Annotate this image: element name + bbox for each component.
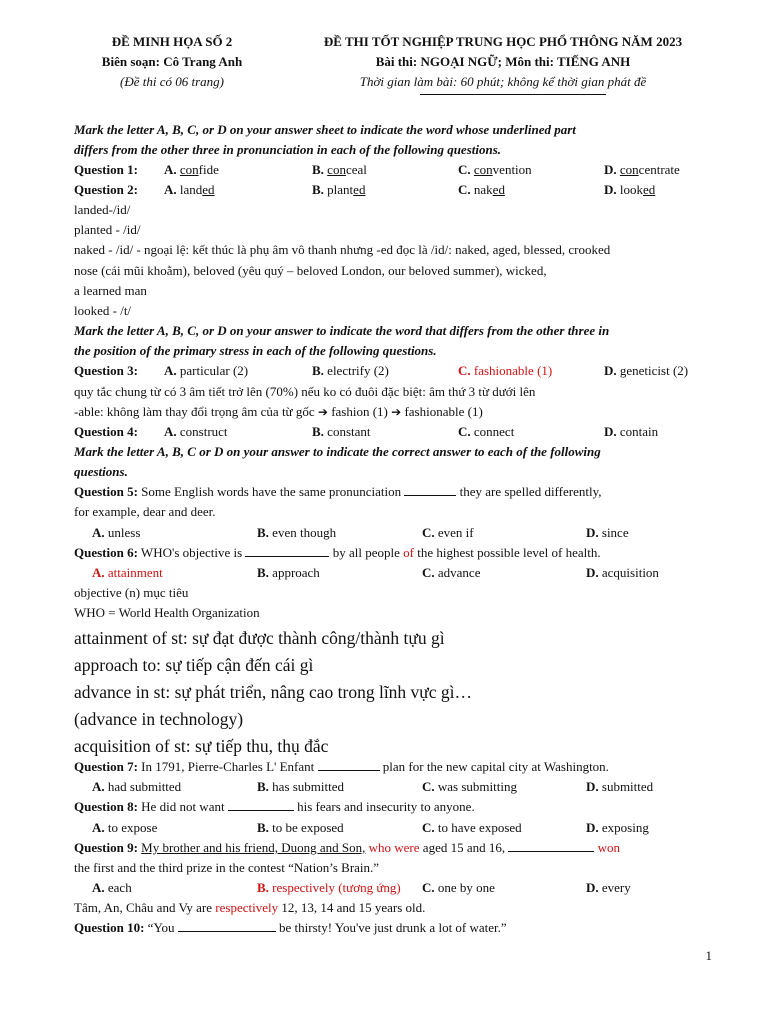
- option-c: C. to have exposed: [422, 820, 522, 835]
- option-a: A. unless: [92, 525, 141, 540]
- option-a: A. confide: [164, 162, 219, 177]
- question-label: Question 4:: [74, 424, 138, 439]
- author: Biên soạn: Cô Trang Anh: [101, 54, 243, 69]
- question-stem: the first and the third prize in the contest “Nation’s Brain.”: [74, 860, 380, 875]
- question-label: Question 3:: [74, 363, 138, 378]
- question-stem: Question 6: WHO's objective is by all people of the highest possible level of health.: [74, 545, 601, 560]
- option-d: D. concentrate: [604, 162, 680, 177]
- note-line: a learned man: [74, 283, 147, 298]
- question-stem: Question 7: In 1791, Pierre-Charles L' Enfant plan for the new capital city at Washington.: [74, 759, 609, 774]
- exam-subject: Bài thi: NGOẠI NGỮ; Môn thi: TIẾNG ANH: [375, 54, 631, 69]
- arrow-right-icon: ➔: [391, 405, 402, 419]
- question-label: Question 2:: [74, 182, 138, 197]
- option-b: B. planted: [312, 182, 366, 197]
- option-c: C. naked: [458, 182, 505, 197]
- option-a: A. to expose: [92, 820, 158, 835]
- option-b: B. approach: [257, 565, 320, 580]
- note-line: naked - /id/ - ngoại lệ: kết thúc là phụ âm vô thanh nhưng -ed đọc là /id/: naked, aged, blessed, crooked: [74, 242, 611, 257]
- note-line: -able: không làm thay đổi trọng âm của từ gốc ➔ fashion (1) ➔ fashionable (1): [74, 404, 483, 419]
- vocab-note: advance in st: sự phát triển, nâng cao trong lĩnh vực gì…: [74, 682, 473, 702]
- section2-instruction-line1: Mark the letter A, B, C, or D on your answer to indicate the word that differs from the other three in: [74, 323, 610, 338]
- answer-blank: [245, 545, 329, 557]
- option-b: B. to be exposed: [257, 820, 344, 835]
- option-d: D. geneticist (2): [604, 363, 689, 378]
- section1-instruction-line1: Mark the letter A, B, C, or D on your answer sheet to indicate the word whose underlined part: [74, 122, 576, 137]
- option-c: C. even if: [422, 525, 474, 540]
- question-label: Question 1:: [74, 162, 138, 177]
- answer-blank: [228, 799, 294, 811]
- exam-code: ĐỀ MINH HỌA SỐ 2: [111, 34, 233, 49]
- section1-instruction-line2: differs from the other three in pronunciation in each of the following questions.: [74, 142, 502, 157]
- note-line: Tâm, An, Châu and Vy are respectively 12, 13, 14 and 15 years old.: [74, 900, 426, 915]
- option-d: D. since: [586, 525, 629, 540]
- option-a: A. particular (2): [164, 363, 249, 378]
- option-c: C. advance: [422, 565, 481, 580]
- option-a-answer: A. attainment: [92, 565, 163, 580]
- note-line: objective (n) mục tiêu: [74, 585, 189, 600]
- exam-title: ĐỀ THI TỐT NGHIỆP TRUNG HỌC PHỔ THÔNG NĂM 2023: [323, 34, 683, 49]
- note-line: WHO = World Health Organization: [74, 605, 260, 620]
- section3-instruction-line1: Mark the letter A, B, C or D on your answer to indicate the correct answer to each of the following: [74, 444, 601, 459]
- option-d: D. submitted: [586, 779, 654, 794]
- option-b-answer: B. respectively (tương ứng): [257, 880, 401, 895]
- note-line: looked - /t/: [74, 303, 132, 318]
- vocab-note: (advance in technology): [74, 709, 244, 729]
- option-b: B. has submitted: [257, 779, 345, 794]
- answer-blank: [404, 484, 456, 496]
- note-line: nose (cái mũi khoằm), beloved (yêu quý – beloved London, our beloved summer), wicked,: [74, 263, 547, 278]
- option-d: D. every: [586, 880, 631, 895]
- option-c: C. one by one: [422, 880, 495, 895]
- option-c: C. connect: [458, 424, 515, 439]
- option-a: A. each: [92, 880, 132, 895]
- section3-instruction-line2: questions.: [74, 464, 128, 479]
- section2-instruction-line2: the position of the primary stress in each of the following questions.: [74, 343, 437, 358]
- exam-time: Thời gian làm bài: 60 phút; không kể thời gian phát đề: [359, 74, 647, 89]
- option-b: B. constant: [312, 424, 371, 439]
- answer-blank: [318, 759, 380, 771]
- option-d: D. contain: [604, 424, 659, 439]
- answer-blank: [508, 840, 594, 852]
- note-line: planted - /id/: [74, 222, 141, 237]
- answer-blank: [178, 920, 276, 932]
- arrow-right-icon: ➔: [317, 405, 328, 419]
- page-count: (Đề thi có 06 trang): [120, 74, 224, 89]
- option-a: A. construct: [164, 424, 228, 439]
- vocab-note: acquisition of st: sự tiếp thu, thụ đắc: [74, 736, 329, 756]
- option-b: B. electrify (2): [312, 363, 389, 378]
- option-a: A. had submitted: [92, 779, 182, 794]
- option-a: A. landed: [164, 182, 215, 197]
- option-b: B. even though: [257, 525, 337, 540]
- question-stem: Question 10: “You be thirsty! You've just drunk a lot of water.”: [74, 920, 507, 935]
- vocab-note: approach to: sự tiếp cận đến cái gì: [74, 655, 314, 675]
- option-d: D. acquisition: [586, 565, 659, 580]
- question-stem: for example, dear and deer.: [74, 504, 216, 519]
- option-c-answer: C. fashionable (1): [458, 363, 553, 378]
- vocab-note: attainment of st: sự đạt được thành công/thành tựu gì: [74, 628, 445, 648]
- note-line: quy tắc chung từ có 3 âm tiết trở lên (70%) nếu ko có đuôi đặc biệt: âm thứ 3 từ dưới lên: [74, 384, 536, 399]
- note-line: landed-/id/: [74, 202, 131, 217]
- question-stem: Question 8: He did not want his fears and insecurity to anyone.: [74, 799, 475, 814]
- option-d: D. looked: [604, 182, 656, 197]
- header-divider: [420, 94, 606, 95]
- question-stem: Question 9: My brother and his friend, Duong and Son, who were aged 15 and 16, won: [74, 840, 620, 855]
- option-d: D. exposing: [586, 820, 649, 835]
- option-c: C. convention: [458, 162, 532, 177]
- page-number: 1: [705, 948, 712, 963]
- option-b: B. conceal: [312, 162, 367, 177]
- option-c: C. was submitting: [422, 779, 517, 794]
- question-stem: Question 5: Some English words have the same pronunciation they are spelled differently,: [74, 484, 602, 499]
